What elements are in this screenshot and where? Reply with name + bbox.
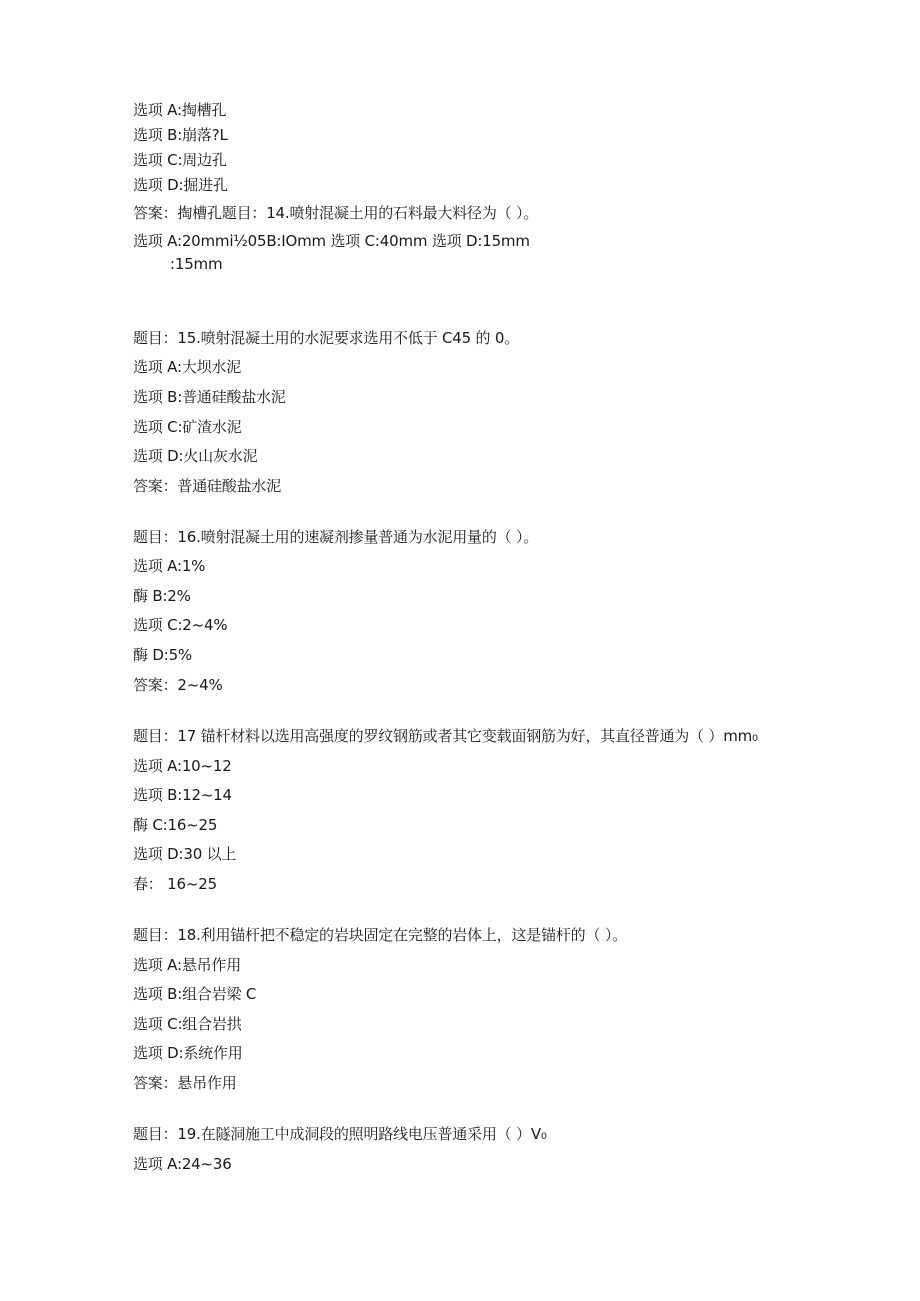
question-18-option-d: 选项 D:系统作用: [133, 1044, 243, 1062]
question-17-option-a: 选项 A:10~12: [133, 757, 232, 775]
question-18-title: 题目：18.利用锚杆把不稳定的岩块固定在完整的岩体上，这是锚杆的（ ）。: [133, 926, 627, 944]
question-18-answer: 答案：悬吊作用: [133, 1074, 237, 1092]
option-line: 选项 D:掘进孔: [133, 176, 228, 194]
question-16-option-d: 酶 D:5%: [133, 646, 192, 664]
question-19-option-a: 选项 A:24~36: [133, 1155, 232, 1173]
question-15-option-d: 选项 D:火山灰水泥: [133, 447, 258, 465]
question-18-option-b: 选项 B:组合岩梁 C: [133, 985, 257, 1003]
option-line: 选项 C:周边孔: [133, 151, 227, 169]
option-line: 选项 B:崩落?L: [133, 126, 228, 144]
question-16-option-a: 选项 A:1%: [133, 557, 206, 575]
question-15-answer: 答案：普通硅酸盐水泥: [133, 477, 282, 495]
question-17-option-d: 选项 D:30 以上: [133, 845, 237, 863]
question-15-option-a: 选项 A:大坝水泥: [133, 358, 242, 376]
question-16-option-c: 选项 C:2~4%: [133, 616, 228, 634]
question-17-option-c: 酶 C:16~25: [133, 816, 218, 834]
option-line: 选项 A:掏槽孔: [133, 101, 227, 119]
question-17-option-b: 选项 B:12~14: [133, 786, 232, 804]
question-15-option-c: 选项 C:矿渣水泥: [133, 418, 242, 436]
question-16-option-b: 酶 B:2%: [133, 587, 191, 605]
question-18-option-c: 选项 C:组合岩拱: [133, 1015, 242, 1033]
question-17-answer: 春： 16~25: [133, 875, 217, 893]
question-16-title: 题目：16.喷射混凝土用的速凝剂掺量普通为水泥用量的（ ）。: [133, 528, 539, 546]
question-19-title: 题目：19.在隧洞施工中成洞段的照明路线电压普通采用（ ）V₀: [133, 1125, 547, 1143]
question-16-answer: 答案：2~4%: [133, 676, 223, 694]
question-17-title: 题目：17 锚杆材料以选用高强度的罗纹钢筋或者其它变载面钢筋为好，其直径普通为（ ）mm₀: [133, 727, 758, 745]
answer-question-line: 答案：掏槽孔题目：14.喷射混凝土用的石料最大料径为（ ）。: [133, 204, 539, 222]
answer-fragment: :15mm: [170, 255, 223, 273]
question-15-option-b: 选项 B:普通硅酸盐水泥: [133, 388, 286, 406]
options-inline-line: 选项 A:20mmi½05B:IOmm 选项 C:40mm 选项 D:15mm: [133, 232, 530, 250]
question-18-option-a: 选项 A:悬吊作用: [133, 956, 242, 974]
question-15-title: 题目：15.喷射混凝土用的水泥要求选用不低于 C45 的 0。: [133, 329, 520, 347]
